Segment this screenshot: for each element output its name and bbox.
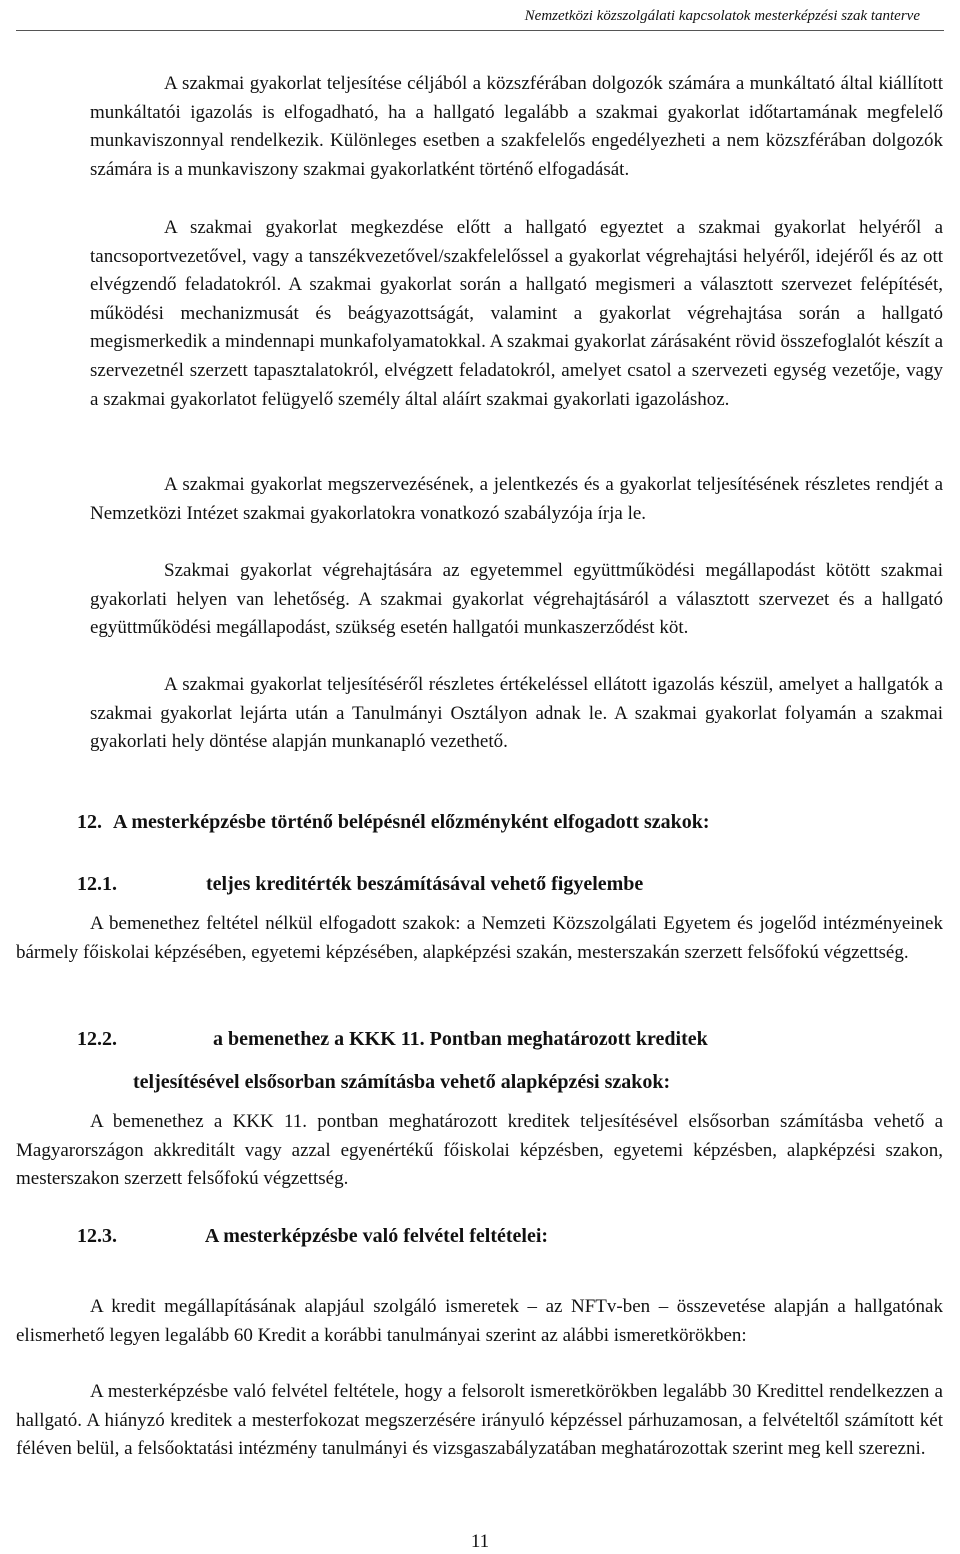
heading-number: 12.3. (77, 1225, 117, 1247)
heading-number: 12.2. (77, 1028, 117, 1050)
paragraph-internship-agreement: Szakmai gyakorlat végrehajtására az egyetemmel együttműködési megállapodást kötött szakmai gyakorlati helyen van lehetőség. A szakmai gyakorlat végrehajtásáról a választott szervezet és a hallgató együttműködési megállapodást, szükség esetén hallgatói munkaszerződést köt. (90, 560, 943, 639)
heading-title: A mesterképzésbe való felvétel feltételei: (204, 1225, 549, 1247)
heading-section-12-2 (77, 1025, 708, 1054)
paragraph-internship-start: A szakmai gyakorlat megkezdése előtt a hallgató egyeztet a szakmai gyakorlat helyéről a tancsoportvezetővel, vagy a tanszékvezetővel/szakfelelőssel a gyakorlat végrehajtási helyéről, idejéről és az ott elvégzendő feladatokról. A szakmai gyakorlat során a hallgató megismeri a választott szervezet felépítését, működési mechanizmusát és beágyazottságát, valamint a gyakorlat végrehajtása során a hallgató megismerkedik a mindennapi munkafolyamatokkal. A szakmai gyakorlat zárásaként rövid összefoglalót készít a szervezetnél szerzett tapasztalatokról, elvégzett feladatokról, amelyet csatol a szervezeti egység vezetője, vagy a szakmai gyakorlatot felügyelő személy által aláírt szakmai gyakorlati igazoláshoz. (90, 217, 943, 410)
heading-number: 12.1. (77, 873, 117, 895)
heading-section-12-3 (77, 1222, 548, 1251)
heading-section-12-1 (77, 870, 643, 899)
paragraph-internship-evaluation: A szakmai gyakorlat teljesítéséről részletes értékeléssel ellátott igazolás készül, amelyet a hallgatók a szakmai gyakorlat lejárta után a Tanulmányi Osztályon adnak le. A szakmai gyakorlat folyamán a szakmai gyakorlati hely döntése alapján munkanapló vezethető. (90, 674, 943, 753)
header-rule (16, 30, 944, 31)
paragraph-credit-based-degrees: A bemenethez a KKK 11. pontban meghatározott kreditek teljesítésével elsősorban számításba vehető a Magyarországon akkreditált vagy azzal egyenértékű főiskolai képzésben, egyetemi képzésben, alapképzési szakon, mesterszakon szerzett felsőfokú végzettség. (16, 1111, 943, 1190)
paragraph-accepted-degrees: A bemenethez feltétel nélkül elfogadott szakok: a Nemzeti Közszolgálati Egyetem és jogelőd intézményeinek bármely főiskolai képzésében, egyetemi képzésében, alapképzési szakán, mesterszakán szerzett felsőfokú végzettség. (16, 913, 943, 963)
heading-section-12 (77, 808, 710, 837)
heading-section-12-2-line2 (133, 1068, 670, 1097)
heading-title: A mesterképzésbe történő belépésnél előzményként elfogadott szakok: (113, 811, 710, 833)
running-header: Nemzetközi közszolgálati kapcsolatok mesterképzési szak tanterve (524, 8, 920, 24)
paragraph-credit-recognition: A kredit megállapításának alapjául szolgáló ismeretek – az NFTv-ben – összevetése alapján a hallgatónak elismerhető legyen legalább 60 Kredit a korábbi tanulmányai szerint az alábbi ismeretkörökben: (16, 1296, 943, 1346)
page-number: 11 (470, 1531, 490, 1552)
heading-title: teljes kreditérték beszámításával vehető figyelembe (206, 873, 644, 895)
paragraph-internship-rules: A szakmai gyakorlat megszervezésének, a jelentkezés és a gyakorlat teljesítésének részletes rendjét a Nemzetközi Intézet szakmai gyakorlatokra vonatkozó szabályzója írja le. (90, 474, 943, 524)
heading-title: a bemenethez a KKK 11. Pontban meghatározott kreditek (213, 1028, 708, 1050)
paragraph-workplace-certificate: A szakmai gyakorlat teljesítése céljából a közszférában dolgozók számára a munkáltató által kiállított munkáltatói igazolás is elfogadható, ha a hallgató legalább a szakmai gyakorlat időtartamának megfelelő munkaviszonnyal rendelkezik. Különleges esetben a szakfelelős engedélyezheti a nem közszférában dolgozók számára is a munkaviszony szakmai gyakorlatként történő elfogadását. (90, 73, 943, 180)
paragraph-admission-condition: A mesterképzésbe való felvétel feltétele, hogy a felsorolt ismeretkörökben legalább 30 Kredittel rendelkezzen a hallgató. A hiányzó kreditek a mesterfokozat megszerzésére irányuló képzéssel párhuzamosan, a felvételtől számított két féléven belül, a felsőoktatási intézmény tanulmányi és vizsgaszabályzatában meghatározottak szerint meg kell szerezni. (16, 1381, 943, 1460)
heading-number: 12. (77, 811, 102, 833)
heading-title-continued: teljesítésével elsősorban számításba vehető alapképzési szakok: (133, 1071, 671, 1093)
